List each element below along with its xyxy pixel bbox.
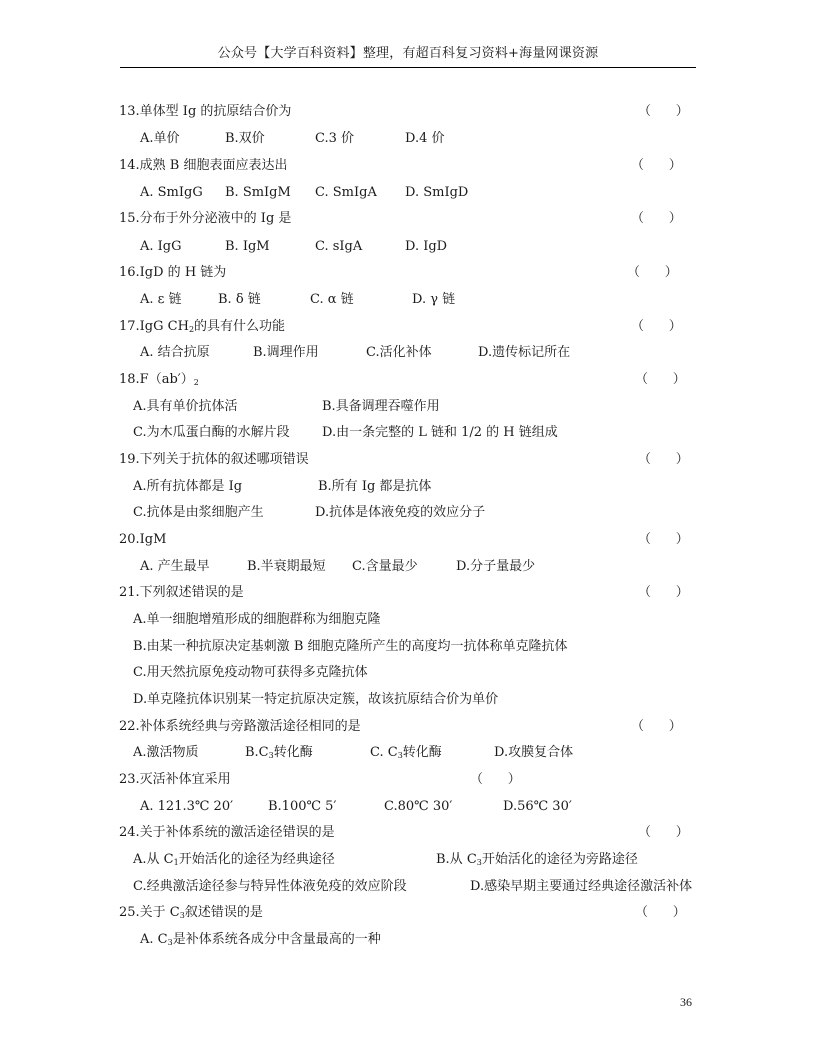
question-22: 22.补体系统经典与旁路激活途径相同的是 [119,719,361,734]
answer-blank-17[interactable]: （ ） [631,319,682,334]
option-14-c: C. SmIgA [315,185,377,200]
answer-blank-13[interactable]: （ ） [638,104,689,119]
option-24-a-text: A.从 C [133,852,174,867]
option-21-c: C.用天然抗原免疫动物可获得多克隆抗体 [133,665,368,680]
option-16-a: A. ε 链 [140,292,182,307]
option-21-b: B.由某一种抗原决定基刺激 B 细胞克隆所产生的高度均一抗体称单克隆抗体 [133,639,568,654]
question-25-text-end: 叙述错误的是 [184,905,263,920]
question-23: 23.灭活补体宜采用 [119,772,231,787]
option-24-b-text: B.从 C [436,852,477,867]
subscript: 3 [397,751,403,760]
question-15: 15.分布于外分泌液中的 Ig 是 [119,211,292,226]
option-22-c-text-end: 转化酶 [402,745,442,760]
subscript: 2 [188,325,195,334]
subscript: 1 [173,858,179,867]
option-17-b: B.调理作用 [253,345,319,360]
answer-blank-22[interactable]: （ ） [631,719,682,734]
question-25-text: 25.关于 C [119,905,180,920]
answer-blank-14[interactable]: （ ） [631,158,682,173]
option-19-a: A.所有抗体都是 Ig [133,479,243,494]
question-17 [119,318,285,339]
option-13-c: C.3 价 [315,131,355,146]
question-18 [119,371,199,392]
answer-blank-19[interactable]: （ ） [638,452,689,467]
option-23-b: B.100℃ 5′ [268,799,337,814]
answer-blank-23[interactable]: （ ） [470,772,521,787]
option-17-c: C.活化补体 [366,345,432,360]
option-16-b: B. δ 链 [218,292,261,307]
option-20-a: A. 产生最早 [140,559,210,574]
option-19-b: B.所有 Ig 都是抗体 [318,479,432,494]
option-23-c: C.80℃ 30′ [384,799,453,814]
option-23-d: D.56℃ 30′ [503,799,572,814]
option-15-c: C. sIgA [315,239,363,254]
option-17-a: A. 结合抗原 [140,345,210,360]
option-17-d: D.遗传标记所在 [478,345,571,360]
subscript: 3 [167,938,173,947]
option-14-b: B. SmIgM [225,185,291,200]
question-20: 20.IgM [119,532,167,547]
option-21-d: D.单克隆抗体识别某一特定抗原决定簇，故该抗原结合价为单价 [133,692,499,707]
option-16-c: C. α 链 [310,292,354,307]
option-24-b-text-end: 开始活化的途径为旁路途径 [481,852,638,867]
option-13-b: B.双价 [225,131,265,146]
option-22-b-text: B.C [245,745,269,760]
option-20-c: C.含量最少 [352,559,418,574]
option-13-d: D.4 价 [405,131,445,146]
subscript: 3 [268,751,274,760]
question-19: 19.下列关于抗体的叙述哪项错误 [119,452,309,467]
option-15-d: D. IgD [405,239,448,254]
option-18-c: C.为木瓜蛋白酶的水解片段 [133,425,290,440]
answer-blank-20[interactable]: （ ） [638,532,689,547]
answer-blank-16[interactable]: （ ） [627,265,678,280]
question-24: 24.关于补体系统的激活途径错误的是 [119,825,335,840]
question-13: 13.单体型 Ig 的抗原结合价为 [119,104,292,119]
option-22-b-text-end: 转化酶 [273,745,313,760]
option-13-a: A.单价 [140,131,180,146]
option-14-d: D. SmIgD [405,185,469,200]
question-25 [119,904,263,925]
option-24-b [436,851,638,872]
option-23-a: A. 121.3℃ 20′ [140,799,234,814]
option-16-d: D. γ 链 [412,292,456,307]
option-18-b: B.具备调理吞噬作用 [322,399,440,414]
answer-blank-24[interactable]: （ ） [638,825,689,840]
option-22-a: A.激活物质 [133,745,199,760]
option-24-d: D.感染早期主要通过经典途径激活补体 [470,879,693,894]
question-17-text-end: 的具有什么功能 [194,319,286,334]
option-15-a: A. IgG [140,239,182,254]
answer-blank-15[interactable]: （ ） [631,211,682,226]
page-header: 公众号【大学百科资料】整理，有超百科复习资料+海量网课资源 [217,46,599,61]
question-21: 21.下列叙述错误的是 [119,585,244,600]
option-14-a: A. SmIgG [140,185,203,200]
option-25-a-text: A. C [140,932,168,947]
option-24-a [133,851,335,872]
option-19-d: D.抗体是体液免疫的效应分子 [315,505,486,520]
option-15-b: B. IgM [225,239,270,254]
option-18-d: D.由一条完整的 L 链和 1/2 的 H 链组成 [322,425,558,440]
question-17-text: 17.IgG CH [119,319,189,334]
option-18-a: A.具有单价抗体活 [133,399,238,414]
option-19-c: C.抗体是由浆细胞产生 [133,505,264,520]
question-14: 14.成熟 B 细胞表面应表达出 [119,158,288,173]
question-18-text: 18.F（ab′） [119,372,194,387]
answer-blank-25[interactable]: （ ） [635,905,686,920]
option-25-a [140,931,381,952]
question-16: 16.IgD 的 H 链为 [119,265,227,280]
option-22-c-text: C. C [370,745,398,760]
option-24-c: C.经典激活途径参与特异性体液免疫的效应阶段 [133,879,407,894]
option-22-d: D.攻膜复合体 [494,745,574,760]
page-number: 36 [680,995,692,1009]
option-20-b: B.半衰期最短 [247,559,326,574]
option-22-c [370,744,442,765]
answer-blank-21[interactable]: （ ） [638,585,689,600]
subscript: 3 [476,858,482,867]
option-22-b [245,744,313,765]
option-24-a-text-end: 开始活化的途径为经典途径 [178,852,335,867]
option-21-a: A.单一细胞增殖形成的细胞群称为细胞克隆 [133,612,381,627]
answer-blank-18[interactable]: （ ） [635,372,686,387]
subscript: 3 [179,911,185,920]
option-20-d: D.分子量最少 [456,559,536,574]
subscript: 2 [193,378,199,387]
option-25-a-text-end: 是补体系统各成分中含量最高的一种 [172,932,381,947]
